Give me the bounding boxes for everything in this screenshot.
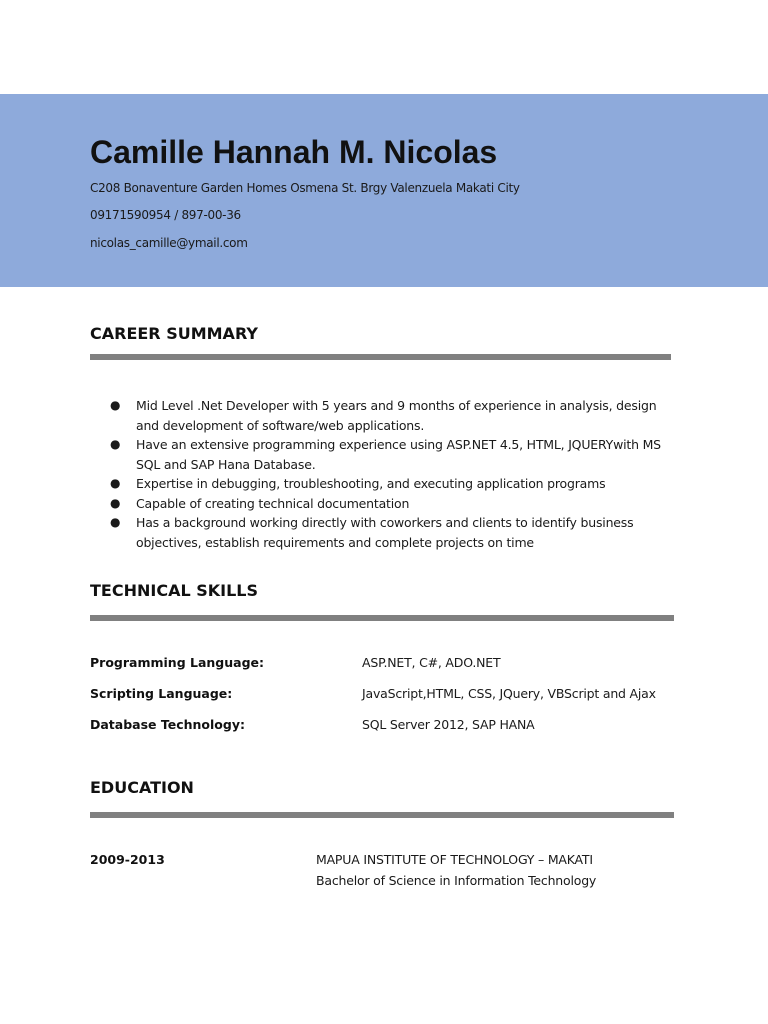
bullet-dot-icon: ●: [110, 398, 121, 412]
summary-item: [108, 494, 678, 514]
candidate-name: Camille Hannah M. Nicolas: [90, 134, 498, 170]
bullet-dot-icon: ●: [110, 476, 121, 490]
skill-label-database: Database Technology:: [90, 717, 245, 732]
summary-item-text: Has a background working directly with coworkers and clients to identify business objectives, establish requirements and complete projects on time: [136, 515, 634, 550]
career-summary-divider: [90, 354, 671, 360]
summary-item: [108, 513, 678, 552]
education-school: MAPUA INSTITUTE OF TECHNOLOGY – MAKATI: [316, 852, 593, 867]
summary-item: [108, 474, 678, 494]
career-summary-heading: CAREER SUMMARY: [90, 324, 258, 343]
skill-value-programming: ASP.NET, C#, ADO.NET: [362, 655, 501, 670]
technical-skills-heading: TECHNICAL SKILLS: [90, 581, 258, 600]
technical-skills-divider: [90, 615, 674, 621]
skill-label-programming: Programming Language:: [90, 655, 264, 670]
summary-item-text: Mid Level .Net Developer with 5 years and 9 months of experience in analysis, design and development of software/web applications.: [136, 398, 657, 433]
contact-email: nicolas_camille@ymail.com: [90, 236, 248, 250]
contact-phone: 09171590954 / 897-00-36: [90, 208, 241, 222]
education-divider: [90, 812, 674, 818]
education-heading: EDUCATION: [90, 778, 194, 797]
summary-item: [108, 435, 678, 474]
education-years: 2009-2013: [90, 852, 165, 867]
skill-label-scripting: Scripting Language:: [90, 686, 233, 701]
contact-address: C208 Bonaventure Garden Homes Osmena St. Brgy Valenzuela Makati City: [90, 181, 520, 195]
summary-item: [108, 396, 678, 435]
skill-value-database: SQL Server 2012, SAP HANA: [362, 717, 535, 732]
bullet-dot-icon: ●: [110, 437, 121, 451]
career-summary-list: [108, 396, 678, 552]
summary-item-text: Have an extensive programming experience using ASP.NET 4.5, HTML, JQUERYwith MS SQL and SAP Hana Database.: [136, 437, 661, 472]
bullet-dot-icon: ●: [110, 515, 121, 529]
skill-value-scripting: JavaScript,HTML, CSS, JQuery, VBScript and Ajax: [362, 686, 656, 701]
summary-item-text: Expertise in debugging, troubleshooting, and executing application programs: [136, 476, 606, 491]
summary-item-text: Capable of creating technical documentation: [136, 495, 410, 511]
bullet-dot-icon: ●: [110, 495, 121, 510]
education-degree: Bachelor of Science in Information Technology: [316, 873, 597, 888]
